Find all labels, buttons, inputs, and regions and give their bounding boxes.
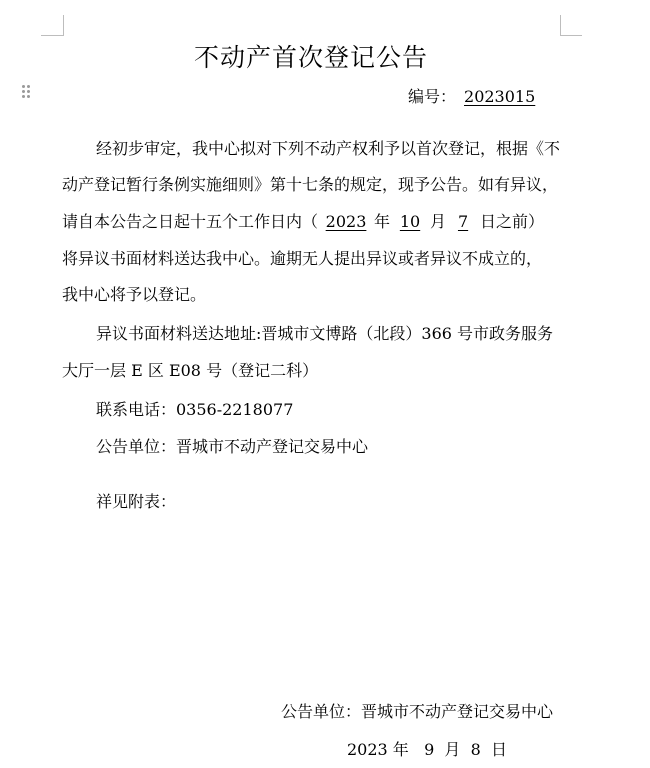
address-line: 异议书面材料送达地址:晋城市文博路（北段）366 号市政务服务 <box>96 324 554 343</box>
deadline-year: 2023 <box>325 212 367 231</box>
page-corner-mark <box>41 35 63 36</box>
paragraph-line: 我中心将予以登记。 <box>62 285 207 304</box>
footer-unit: 公告单位：晋城市不动产登记交易中心 <box>281 702 554 721</box>
attachment-label: 祥见附表： <box>96 492 177 511</box>
document-number-value: 2023015 <box>464 87 536 106</box>
deadline-suffix: 日之前） <box>480 212 545 231</box>
year-label: 年 <box>374 212 391 231</box>
page-corner-mark <box>63 15 64 36</box>
document-title: 不动产首次登记公告 <box>193 43 428 72</box>
deadline-month: 10 <box>399 212 421 231</box>
deadline-prefix: 请自本公告之日起十五个工作日内（ <box>62 212 319 231</box>
document-number-label: 编号： <box>408 87 457 106</box>
drag-handle-icon[interactable] <box>22 85 32 99</box>
paragraph-line: 将异议书面材料送达我中心。逾期无人提出异议或者异议不成立的， <box>62 249 543 268</box>
deadline-day: 7 <box>457 212 469 231</box>
paragraph-line: 经初步审定，我中心拟对下列不动产权利予以首次登记，根据《不 <box>96 139 561 158</box>
paragraph-line: 动产登记暂行条例实施细则》第十七条的规定，现予公告。如有异议， <box>62 175 559 194</box>
footer-date: 2023 年 9 月 8 日 <box>347 740 507 759</box>
notice-unit: 公告单位：晋城市不动产登记交易中心 <box>96 437 369 456</box>
paragraph-line-deadline <box>62 211 544 233</box>
contact-phone: 联系电话：0356-2218077 <box>96 400 294 419</box>
page-corner-mark <box>560 35 582 36</box>
month-label: 月 <box>430 212 447 231</box>
address-line: 大厅一层 E 区 E08 号（登记二科） <box>62 361 319 380</box>
page-corner-mark <box>560 15 561 36</box>
document-number <box>408 84 553 107</box>
